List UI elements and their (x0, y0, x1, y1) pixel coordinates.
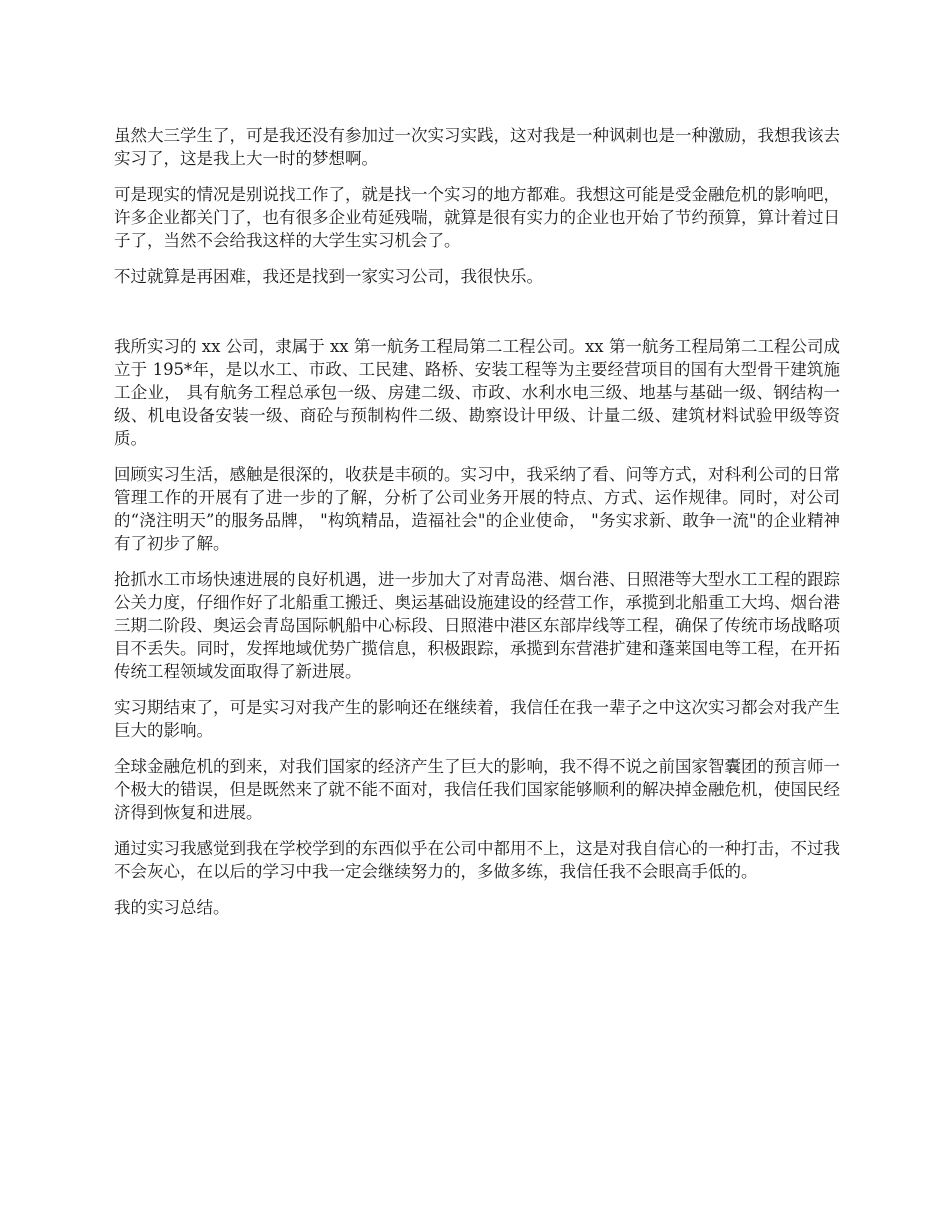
paragraph-4: 我所实习的 xx 公司，隶属于 xx 第一航务工程局第二工程公司。xx 第一航务工程局第二工程公司成立于 195*年，是以水工、市政、工民建、路桥、安装工程等为主要经营项目的国有大型骨干建筑施工企业， 具有航务工程总承包一级、房建二级、市政、水利水电三级、地基与基础一级、钢结构一级、机电设备安装一级、商砼与预制构件二级、勘察设计甲级、计量二级、建筑材料试验甲级等资质。 (114, 337, 840, 448)
paragraph-10: 我的实习总结。 (114, 898, 230, 917)
paragraph-8: 全球金融危机的到来，对我们国家的经济产生了巨大的影响，我不得不说之前国家智囊团的预言师一个极大的错误，但是既然来了就不能不面对，我信任我们国家能够顺利的解决掉金融危机，使国民经济得到恢复和进展。 (114, 757, 840, 822)
paragraph-7: 实习期结束了，可是实习对我产生的影响还在继续着，我信任在我一辈子之中这次实习都会对我产生巨大的影响。 (114, 698, 840, 740)
paragraph-9: 通过实习我感觉到我在学校学到的东西似乎在公司中都用不上，这是对我自信心的一种打击，不过我不会灰心，在以后的学习中我一定会继续努力的，多做多练，我信任我不会眼高手低的。 (114, 839, 840, 881)
paragraph-5: 回顾实习生活，感触是很深的，收获是丰硕的。实习中，我采纳了看、问等方式，对科利公司的日常管理工作的开展有了进一步的了解，分析了公司业务开展的特点、方式、运作规律。同时，对公司的“浇注明天”的服务品牌， "构筑精品，造福社会"的企业使命， "务实求新、敢争一流"的企业精神有了初步了解。 (114, 465, 840, 553)
paragraph-3: 不过就算是再困难，我还是找到一家实习公司，我很快乐。 (114, 267, 543, 286)
paragraph-1: 虽然大三学生了，可是我还没有参加过一次实习实践，这对我是一种讽刺也是一种激励，我想我该去实习了，这是我上大一时的梦想啊。 (114, 126, 840, 168)
document-body (114, 124, 840, 932)
paragraph-6: 抢抓水工市场快速进展的良好机遇，进一步加大了对青岛港、烟台港、日照港等大型水工工程的跟踪公关力度，仔细作好了北船重工搬迁、奥运基础设施建设的经营工作，承揽到北船重工大坞、烟台港三期二阶段、奥运会青岛国际帆船中心标段、日照港中港区东部岸线等工程，确保了传统市场战略项目不丢失。同时，发挥地域优势广揽信息，积极跟踪，承揽到东营港扩建和蓬莱国电等工程，在开拓传统工程领域发面取得了新进展。 (114, 570, 840, 681)
paragraph-2: 可是现实的情况是别说找工作了，就是找一个实习的地方都难。我想这可能是受金融危机的影响吧，许多企业都关门了，也有很多企业苟延残喘，就算是很有实力的企业也开始了节约预算，算计着过日子了，当然不会给我这样的大学生实习机会了。 (114, 185, 840, 250)
